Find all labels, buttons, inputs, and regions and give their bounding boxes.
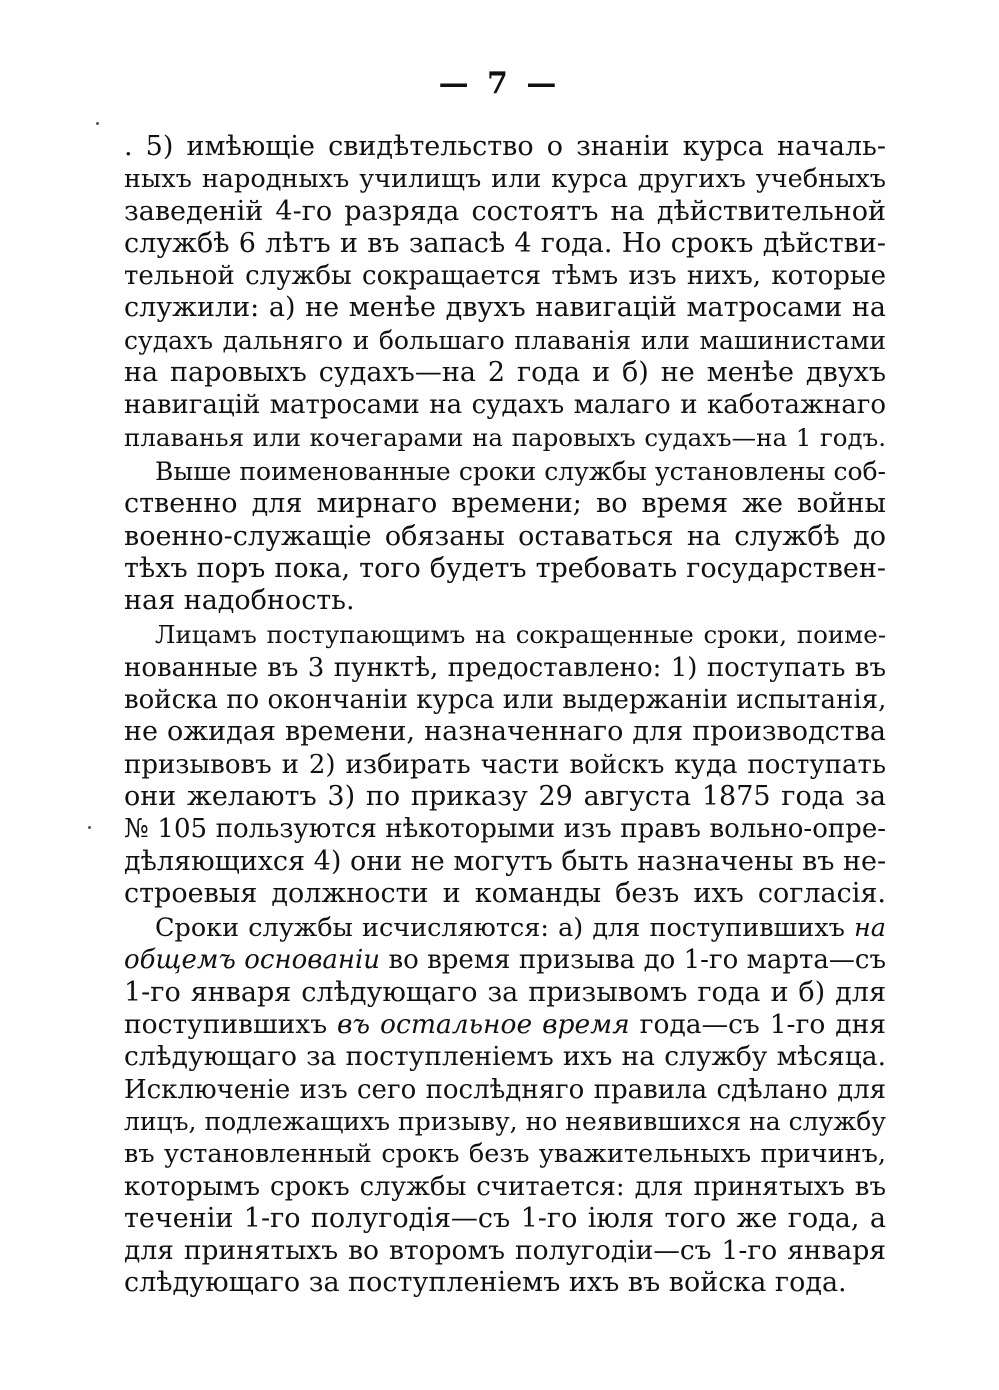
text-line: нованные въ 3 пунктѣ, предоставлено: 1) поступать въ: [124, 652, 886, 683]
text-line: призывовъ и 2) избирать части войскъ куда поступать: [124, 749, 886, 780]
text-line: слѣдующаго за поступленіемъ ихъ въ войска года.: [124, 1267, 847, 1299]
text-line: тельной службы сокращается тѣмъ изъ нихъ, которые: [124, 261, 886, 292]
text-line: слѣдующаго за поступленіемъ ихъ на службу мѣсяца.: [124, 1041, 886, 1073]
text-line: не ожидая времени, назначеннаго для производства: [124, 716, 886, 748]
text-run: года—съ 1-го дня: [639, 1009, 886, 1041]
text-line: лицъ, подлежащихъ призыву, но неявившихся на службу: [124, 1106, 886, 1136]
text-line: ныхъ народныхъ училищъ или курса другихъ учебныхъ: [124, 164, 886, 195]
text-line: они желаютъ 3) по приказу 29 августа 1875 года за: [124, 780, 886, 812]
text-line: ственно для мирнаго времени; во время же войны: [124, 488, 886, 520]
text-line: навигацій матросами на судахъ малаго и каботажнаго: [124, 390, 886, 421]
paragraph-1: [124, 131, 886, 454]
italic-run: общемъ основаніи: [124, 945, 381, 976]
scan-speck: [88, 826, 91, 829]
text-line: Лицамъ поступающимъ на сокращенные сроки, поиме-: [155, 620, 886, 650]
text-line: военно-служащіе обязаны оставаться на службѣ до: [124, 520, 886, 552]
text-line: плаванья или кочегарами на паровыхъ судахъ—на 1 годъ.: [124, 422, 886, 452]
text-line: судахъ дальняго и большаго плаванія или машинистами: [124, 325, 886, 355]
text-line: Выше поименованные сроки службы установлены соб-: [155, 456, 886, 486]
italic-run: въ остальное время: [337, 1009, 630, 1041]
page-body: [124, 131, 886, 1300]
text-line: строевыя должности и команды безъ ихъ согласія.: [124, 877, 886, 909]
text-line: тѣхъ поръ пока, того будетъ требовать государствен-: [124, 552, 886, 584]
text-line: войска по окончаніи курса или выдержаніи испытанія,: [124, 685, 887, 716]
text-line: [124, 1009, 886, 1041]
paragraph-3: [124, 619, 886, 910]
text-line: [124, 912, 886, 944]
text-line: дѣляющихся 4) они не могутъ быть назначены въ не-: [124, 845, 887, 877]
text-run: поступившихъ: [124, 1009, 328, 1041]
text-line: Исключеніе изъ сего послѣдняго правила сдѣлано для: [124, 1074, 886, 1105]
text-line: на паровыхъ судахъ—на 2 года и б) не менѣе двухъ: [124, 357, 886, 389]
text-line: службѣ 6 лѣтъ и въ запасѣ 4 года. Но срокъ дѣйстви-: [124, 227, 886, 259]
text-line: которымъ срокъ службы считается: для принятыхъ въ: [124, 1171, 886, 1202]
text-line: 1-го января слѣдующаго за призывомъ года и б) для: [124, 976, 886, 1008]
page-number: — 7 —: [438, 66, 561, 101]
text-line: въ установленный срокъ безъ уважительныхъ причинъ,: [124, 1139, 886, 1170]
text-line: ная надобность.: [124, 585, 355, 617]
text-line: теченіи 1-го полугодія—съ 1-го іюля того же года, а: [124, 1202, 886, 1234]
paragraph-2: [124, 456, 886, 617]
text-run: Сроки службы исчисляются: а) для поступившихъ: [155, 913, 845, 944]
text-line: № 105 пользуются нѣкоторыми изъ правъ вольно-опре-: [124, 814, 886, 845]
text-run: во время призыва до 1-го марта—съ: [388, 945, 886, 976]
text-line: служили: а) не менѣе двухъ навигацій матросами на: [124, 292, 886, 324]
text-line: [124, 944, 886, 976]
text-line: . 5) имѣющіе свидѣтельство о знаніи курса началь-: [124, 131, 886, 162]
scan-speck: [96, 122, 99, 125]
paragraph-4: [124, 912, 886, 1300]
text-line: для принятыхъ во второмъ полугодіи—съ 1-го января: [124, 1235, 886, 1267]
text-line: заведеній 4-го разряда состоятъ на дѣйствительной: [124, 195, 886, 227]
italic-run: на: [854, 913, 886, 944]
